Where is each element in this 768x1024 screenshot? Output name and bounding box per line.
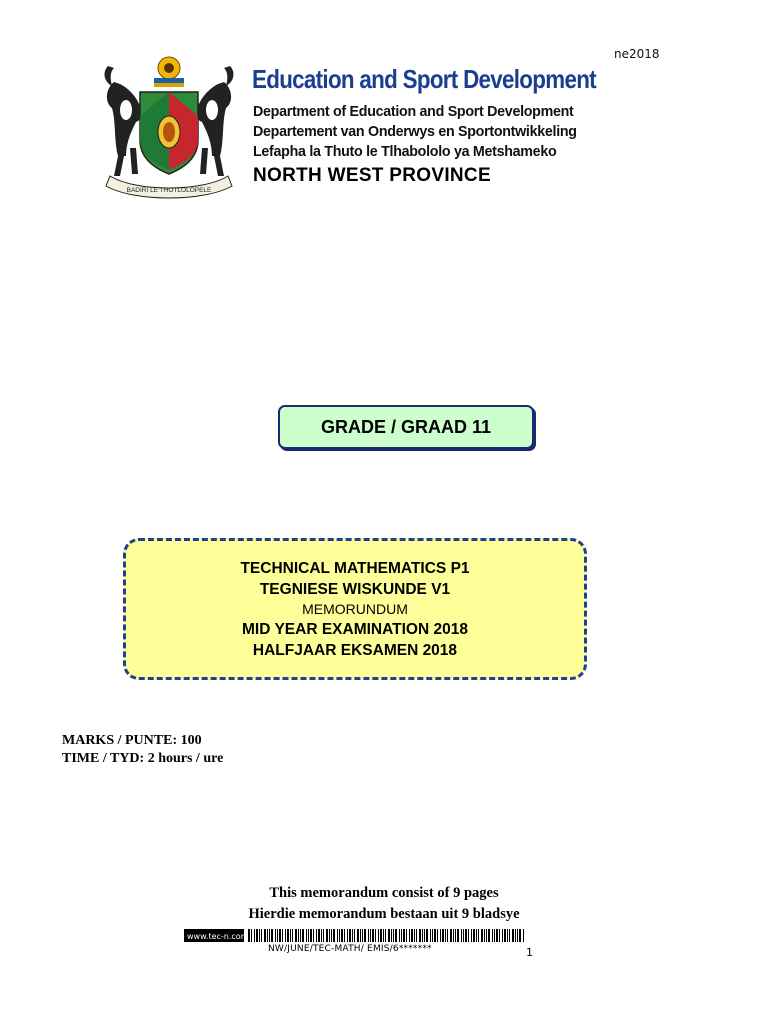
motto-ribbon-icon xyxy=(106,176,232,198)
header-corner-text: ne2018 xyxy=(614,47,660,61)
memo-pages-english: This memorandum consist of 9 pages xyxy=(269,885,499,901)
left-antelope-icon xyxy=(105,66,143,176)
memorandum-label: MEMORUNDUM xyxy=(302,600,408,617)
department-title: Education and Sport Development xyxy=(252,64,596,94)
coat-of-arms-logo xyxy=(96,52,242,202)
exam-name-english: MID YEAR EXAMINATION 2018 xyxy=(242,620,468,638)
barcode-watermark-text: www.tec-n.com xyxy=(187,932,249,941)
memo-pages-afrikaans: Hierdie memorandum bestaan uit 9 bladsye xyxy=(248,906,520,922)
page-number: 1 xyxy=(526,946,533,959)
right-antelope-icon xyxy=(196,66,234,176)
subject-title-english: TECHNICAL MATHEMATICS P1 xyxy=(240,559,470,577)
dept-line-english: Department of Education and Sport Development xyxy=(253,103,574,120)
sun-crest-icon xyxy=(154,57,184,87)
subject-box xyxy=(123,538,587,680)
svg-text:BADIRI LE THOTLOLOPELE: BADIRI LE THOTLOLOPELE xyxy=(126,187,212,194)
time-label: TIME / TYD: 2 hours / ure xyxy=(62,751,224,766)
grade-box: GRADE / GRAAD 11 xyxy=(278,405,534,449)
barcode-icon xyxy=(184,928,526,944)
shield-icon xyxy=(140,92,198,174)
province-name: NORTH WEST PROVINCE xyxy=(253,165,491,186)
footer-document-code: NW/JUNE/TEC-MATH/ EMIS/6******* xyxy=(268,944,432,954)
dept-line-afrikaans: Departement van Onderwys en Sportontwikkeling xyxy=(253,123,577,140)
exam-name-afrikaans: HALFJAAR EKSAMEN 2018 xyxy=(252,641,458,659)
marks-label: MARKS / PUNTE: 100 xyxy=(62,733,202,748)
dept-line-setswana: Lefapha la Thuto le Tlhabololo ya Metshameko xyxy=(253,143,557,160)
subject-title-afrikaans: TEGNIESE WISKUNDE V1 xyxy=(259,580,451,598)
